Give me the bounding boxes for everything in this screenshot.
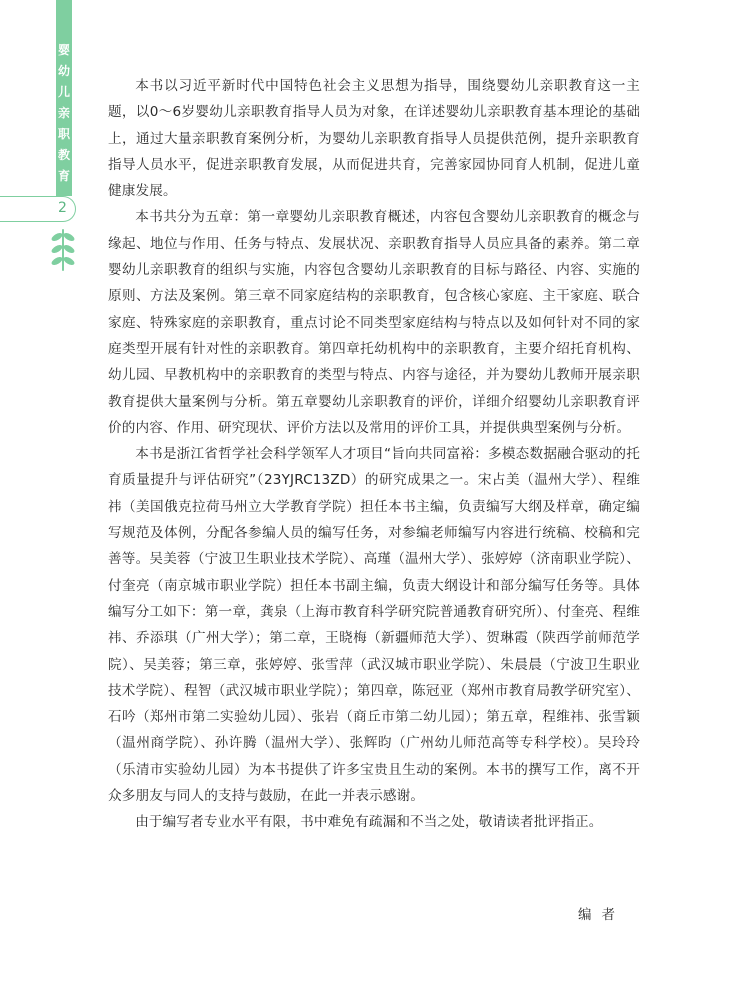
preface-body — [108, 73, 640, 836]
paragraph-intro: 本书以习近平新时代中国特色社会主义思想为指导，围绕婴幼儿亲职教育这一主题，以0～6岁婴幼儿亲职教育指导人员为对象，在详述婴幼儿亲职教育基本理论的基础上，通过大量亲职教育案例分析，为婴幼儿亲职教育指导人员提供范例，提升亲职教育指导人员水平，促进亲职教育发展，从而促进共育，完善家园协同育人机制，促进儿童健康发展。 — [108, 78, 640, 200]
paragraph-authors: 本书是浙江省哲学社会科学领军人才项目“旨向共同富裕：多模态数据融合驱动的托育质量提升与评估研究”（23YJRC13ZD）的研究成果之一。宋占美（温州大学）、程维祎（美国俄克拉荷马州立大学教育学院）担任本书主编，负责编写大纲及样章，确定编写规范及体例，分配各参编人员的编写任务，对参编老师编写内容进行统稿、校稿和完善等。吴美蓉（宁波卫生职业技术学院）、高瑾（温州大学）、张婷婷（济南职业学院）、付奎亮（南京城市职业学院）担任本书副主编，负责大纲设计和部分编写任务等。具体编写分工如下：第一章，龚泉（上海市教育科学研究院普通教育研究所）、付奎亮、程维祎、乔添琪（广州大学）；第二章，王晓梅（新疆师范大学）、贺琳霞（陕西学前师范学院）、吴美蓉；第三章，张婷婷、张雪萍（武汉城市职业学院）、朱晨晨（宁波卫生职业技术学院）、程智（武汉城市职业学院）；第四章，陈冠亚（郑州市教育局教学研究室）、石吟（郑州市第二实验幼儿园）、张岩（商丘市第二幼儿园）；第五章，程维祎、张雪颖（温州商学院）、孙许腾（温州大学）、张辉昀（广州幼儿师范高等专科学校）。吴玲玲（乐清市实验幼儿园）为本书提供了许多宝贵且生动的案例。本书的撰写工作，离不开众多朋友与同人的支持与鼓励，在此一并表示感谢。 — [108, 446, 640, 805]
paragraph-closing: 由于编写者专业水平有限，书中难免有疏漏和不当之处，敬请读者批评指正。 — [135, 814, 603, 831]
signature: 编者 — [578, 907, 625, 923]
paragraph-chapters: 本书共分为五章：第一章婴幼儿亲职教育概述，内容包含婴幼儿亲职教育的概念与缘起、地位与作用、任务与特点、发展状况、亲职教育指导人员应具备的素养。第二章婴幼儿亲职教育的组织与实施，内容包含婴幼儿亲职教育的目标与路径、内容、实施的原则、方法及案例。第三章不同家庭结构的亲职教育，包含核心家庭、主干家庭、联合家庭、特殊家庭的亲职教育，重点讨论不同类型家庭结构与特点以及如何针对不同的家庭类型开展有针对性的亲职教育。第四章托幼机构中的亲职教育，主要介绍托育机构、幼儿园、早教机构中的亲职教育的类型与特点、内容与途径，并为婴幼儿教师开展亲职教育提供大量案例与分析。第五章婴幼儿亲职教育的评价，详细介绍婴幼儿亲职教育评价的内容、作用、研究现状、评价方法以及常用的评价工具，并提供典型案例与分析。 — [108, 209, 640, 436]
sidebar-book-title: 婴 幼 儿 亲 职 教 育 — [57, 43, 70, 183]
leaf-sprig-icon — [48, 225, 78, 275]
page-number: 2 — [58, 200, 67, 216]
